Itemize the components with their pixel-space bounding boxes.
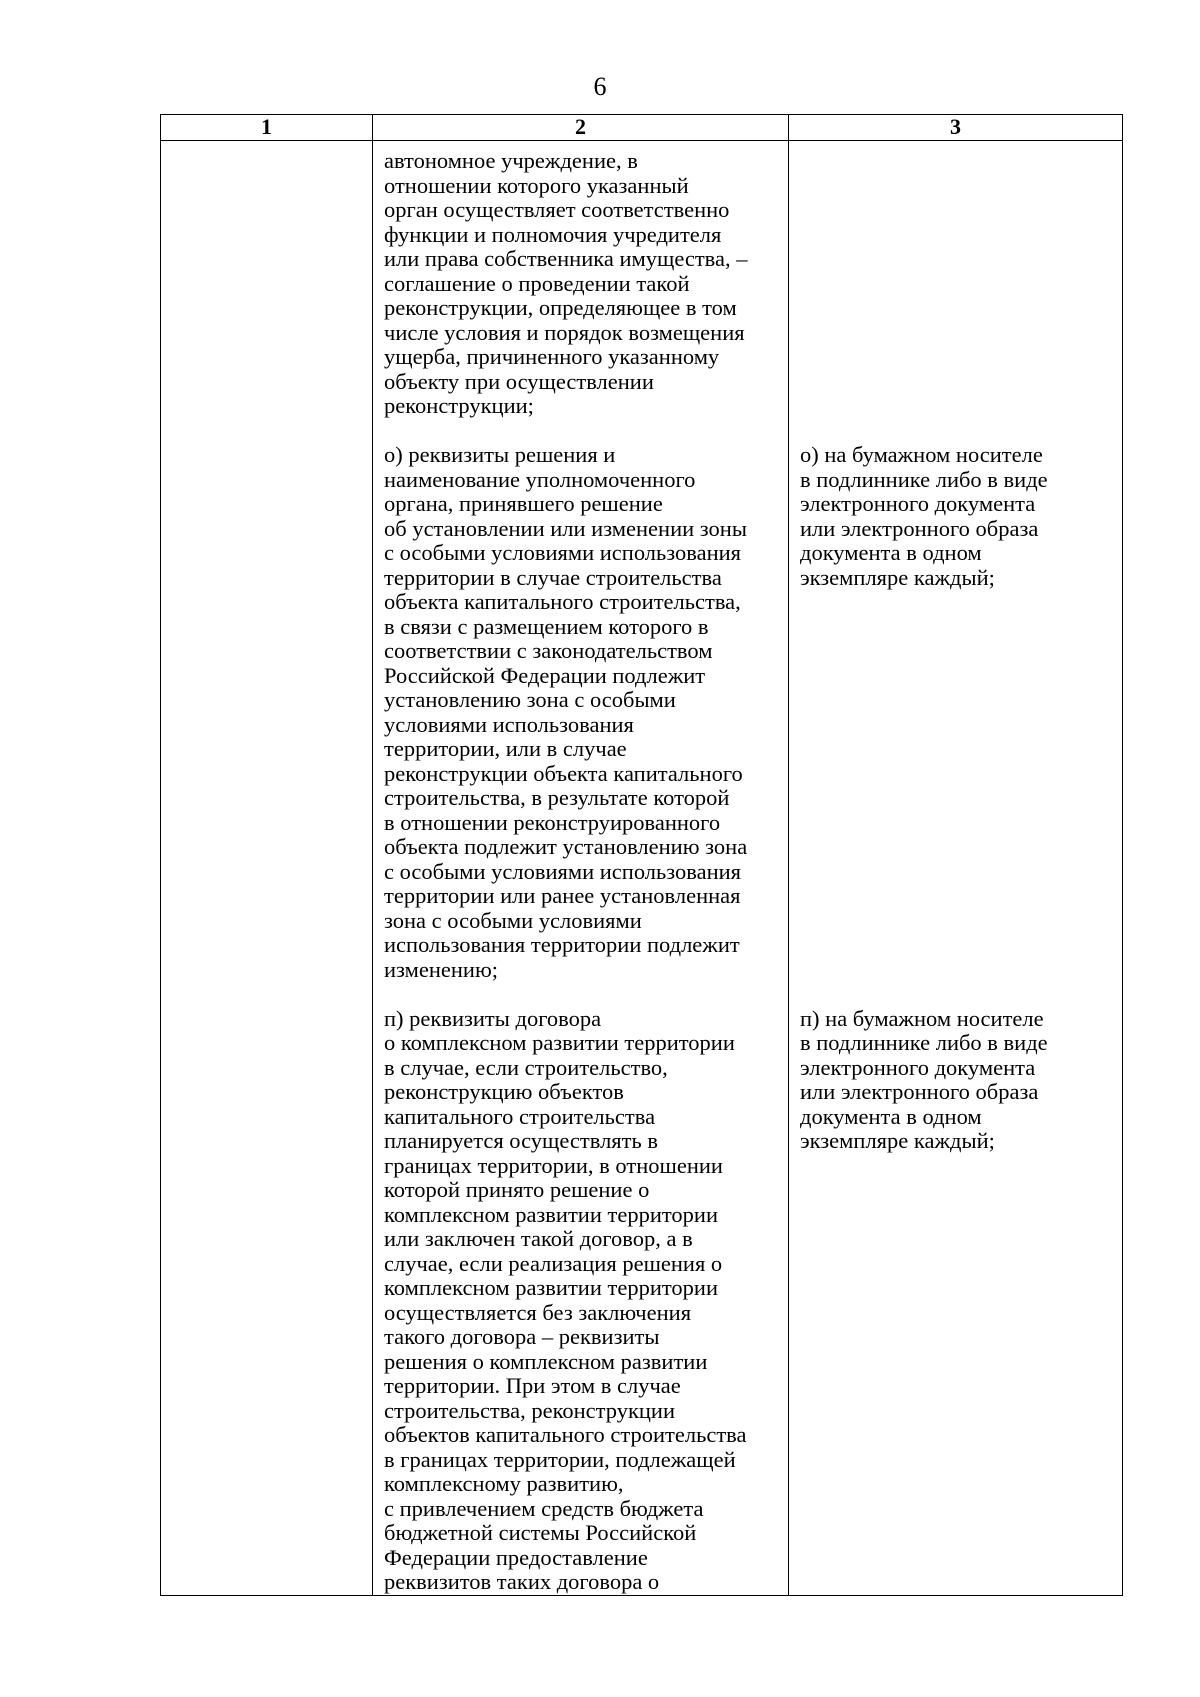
item-p-line: комплексному развитию, (384, 1471, 624, 1496)
item-o-format-line: документа в одном (800, 540, 982, 565)
continuation-line: соглашение о проведении такой (384, 270, 690, 296)
page-number: 6 (593, 72, 607, 101)
table-header-row (161, 115, 1123, 141)
header-col-2: 2 (373, 115, 789, 141)
item-p-line: границах территории, в отношении (384, 1152, 723, 1178)
paragraph-gap (800, 272, 1118, 297)
item-p-line: строительства, реконструкции (384, 1397, 675, 1423)
item-p-format-line: экземпляре каждый; (800, 1128, 995, 1153)
paragraph-gap (800, 860, 1118, 885)
item-o-line: объекта подлежит установлению зона (384, 834, 748, 859)
item-o-line: строительства, в результате которой (384, 785, 730, 810)
paragraph-gap (800, 639, 1118, 664)
col-3-text (789, 141, 1122, 1154)
paragraph-gap (800, 590, 1118, 615)
paragraph-gap (384, 419, 784, 444)
item-p-format-line: в подлиннике либо в виде (800, 1030, 1048, 1055)
document-table (160, 114, 1123, 1596)
paragraph-gap (800, 713, 1118, 738)
paragraph-gap (800, 884, 1118, 909)
item-p-line: или заключен такой договор, а в (384, 1226, 693, 1251)
paragraph-gap (800, 223, 1118, 248)
paragraph-gap (800, 370, 1118, 395)
paragraph-gap (800, 419, 1118, 444)
item-o-line: территории в случае строительства (384, 564, 722, 590)
item-p-line: случае, если реализация решения о (384, 1250, 723, 1276)
table-row (161, 141, 1123, 1596)
item-o-line: соответствии с законодательством (384, 638, 713, 663)
paragraph-gap (800, 198, 1118, 223)
item-o-line: с особыми условиями использования (384, 540, 742, 565)
cell-col-2 (373, 141, 789, 1596)
item-p-line: Федерации предоставление (384, 1544, 648, 1570)
item-p-line: с привлечением средств бюджета (384, 1495, 704, 1521)
continuation-line: или права собственника имущества, – (384, 246, 748, 271)
item-p-line: такого договора – реквизиты (384, 1324, 660, 1349)
paragraph-gap (800, 982, 1118, 1007)
item-p-format-line: или электронного образа (800, 1079, 1039, 1104)
paragraph-gap (800, 933, 1118, 958)
item-p-line: объектов капитального строительства (384, 1422, 747, 1447)
item-o-line: органа, принявшего решение (384, 491, 663, 516)
item-o-format-line: о) на бумажном носителе (800, 442, 1043, 467)
paragraph-gap (800, 737, 1118, 762)
item-o-line: в отношении реконструированного (384, 809, 721, 835)
item-o-line: зона с особыми условиями (384, 907, 642, 933)
item-p-line: планируется осуществлять в (384, 1128, 658, 1153)
paragraph-gap (800, 958, 1118, 983)
header-col-1: 1 (161, 115, 373, 141)
item-p-line: п) реквизиты договора (384, 1005, 602, 1031)
paragraph-gap (800, 811, 1118, 836)
item-p-line: в случае, если строительство, (384, 1054, 668, 1080)
paragraph-gap (800, 321, 1118, 346)
item-o-line: реконструкции объекта капитального (384, 760, 743, 786)
paragraph-gap (800, 786, 1118, 811)
item-p-line: реконструкцию объектов (384, 1079, 624, 1104)
item-o-format-line: в подлиннике либо в виде (800, 466, 1048, 492)
paragraph-gap (800, 149, 1118, 174)
paragraph-gap (800, 247, 1118, 272)
item-o-line: в связи с размещением которого в (384, 613, 709, 639)
paragraph-gap (800, 762, 1118, 787)
header-col-3: 3 (789, 115, 1123, 141)
continuation-line: объекту при осуществлении (384, 368, 654, 394)
item-p-line: капитального строительства (384, 1103, 656, 1129)
cell-col-3 (789, 141, 1123, 1596)
item-p-format-line: п) на бумажном носителе (800, 1005, 1044, 1031)
item-o-line: территории или ранее установленная (384, 883, 741, 908)
item-o-line: использования территории подлежит (384, 932, 740, 957)
item-o-line: изменению; (384, 956, 499, 982)
cell-col-1 (161, 141, 373, 1596)
item-o-line: Российской Федерации подлежит (384, 662, 706, 688)
continuation-line: автономное учреждение, в (384, 148, 638, 173)
continuation-line: отношении которого указанный (384, 172, 689, 198)
paragraph-gap (800, 394, 1118, 419)
item-o-line: об установлении или изменении зоны (384, 515, 747, 541)
item-p-line: комплексном развитии территории (384, 1201, 718, 1227)
item-p-line: решения о комплексном развитии (384, 1348, 708, 1374)
paragraph-gap (800, 664, 1118, 689)
continuation-line: ущерба, причиненного указанному (384, 344, 720, 369)
paragraph-gap (800, 835, 1118, 860)
item-o-line: территории, или в случае (384, 736, 627, 761)
item-p-line: комплексном развитии территории (384, 1275, 718, 1300)
item-o-format-line: или электронного образа (800, 515, 1039, 541)
item-p-line: о комплексном развитии территории (384, 1030, 735, 1055)
continuation-line: реконструкции; (384, 393, 534, 418)
item-o-format-line: экземпляре каждый; (800, 564, 995, 590)
continuation-line: функции и полномочия учредителя (384, 221, 722, 247)
col-2-text (373, 141, 788, 1595)
paragraph-gap (800, 296, 1118, 321)
item-p-format-line: электронного документа (800, 1054, 1036, 1080)
item-o-line: объекта капитального строительства, (384, 589, 741, 614)
paragraph-gap (800, 345, 1118, 370)
paragraph-gap (800, 615, 1118, 640)
item-p-line: бюджетной системы Российской (384, 1520, 697, 1545)
paragraph-gap (800, 688, 1118, 713)
item-p-line: осуществляется без заключения (384, 1299, 692, 1325)
item-o-format-line: электронного документа (800, 491, 1036, 516)
item-p-line: реквизитов таких договора о (384, 1569, 660, 1594)
item-o-line: условиями использования (384, 711, 634, 737)
item-o-line: наименование уполномоченного (384, 466, 696, 492)
item-p-format-line: документа в одном (800, 1103, 982, 1129)
item-o-line: установлению зона с особыми (384, 687, 676, 712)
item-p-line: территории. При этом в случае (384, 1373, 681, 1398)
item-p-line: которой принято решение о (384, 1177, 650, 1202)
paragraph-gap (800, 909, 1118, 934)
continuation-line: орган осуществляет соответственно (384, 197, 730, 222)
item-o-line: о) реквизиты решения и (384, 442, 616, 467)
paragraph-gap (384, 982, 784, 1007)
item-o-line: с особыми условиями использования (384, 858, 742, 884)
continuation-line: числе условия и порядок возмещения (384, 319, 745, 345)
paragraph-gap (800, 174, 1118, 199)
item-p-line: в границах территории, подлежащей (384, 1446, 736, 1472)
continuation-line: реконструкции, определяющее в том (384, 295, 737, 320)
